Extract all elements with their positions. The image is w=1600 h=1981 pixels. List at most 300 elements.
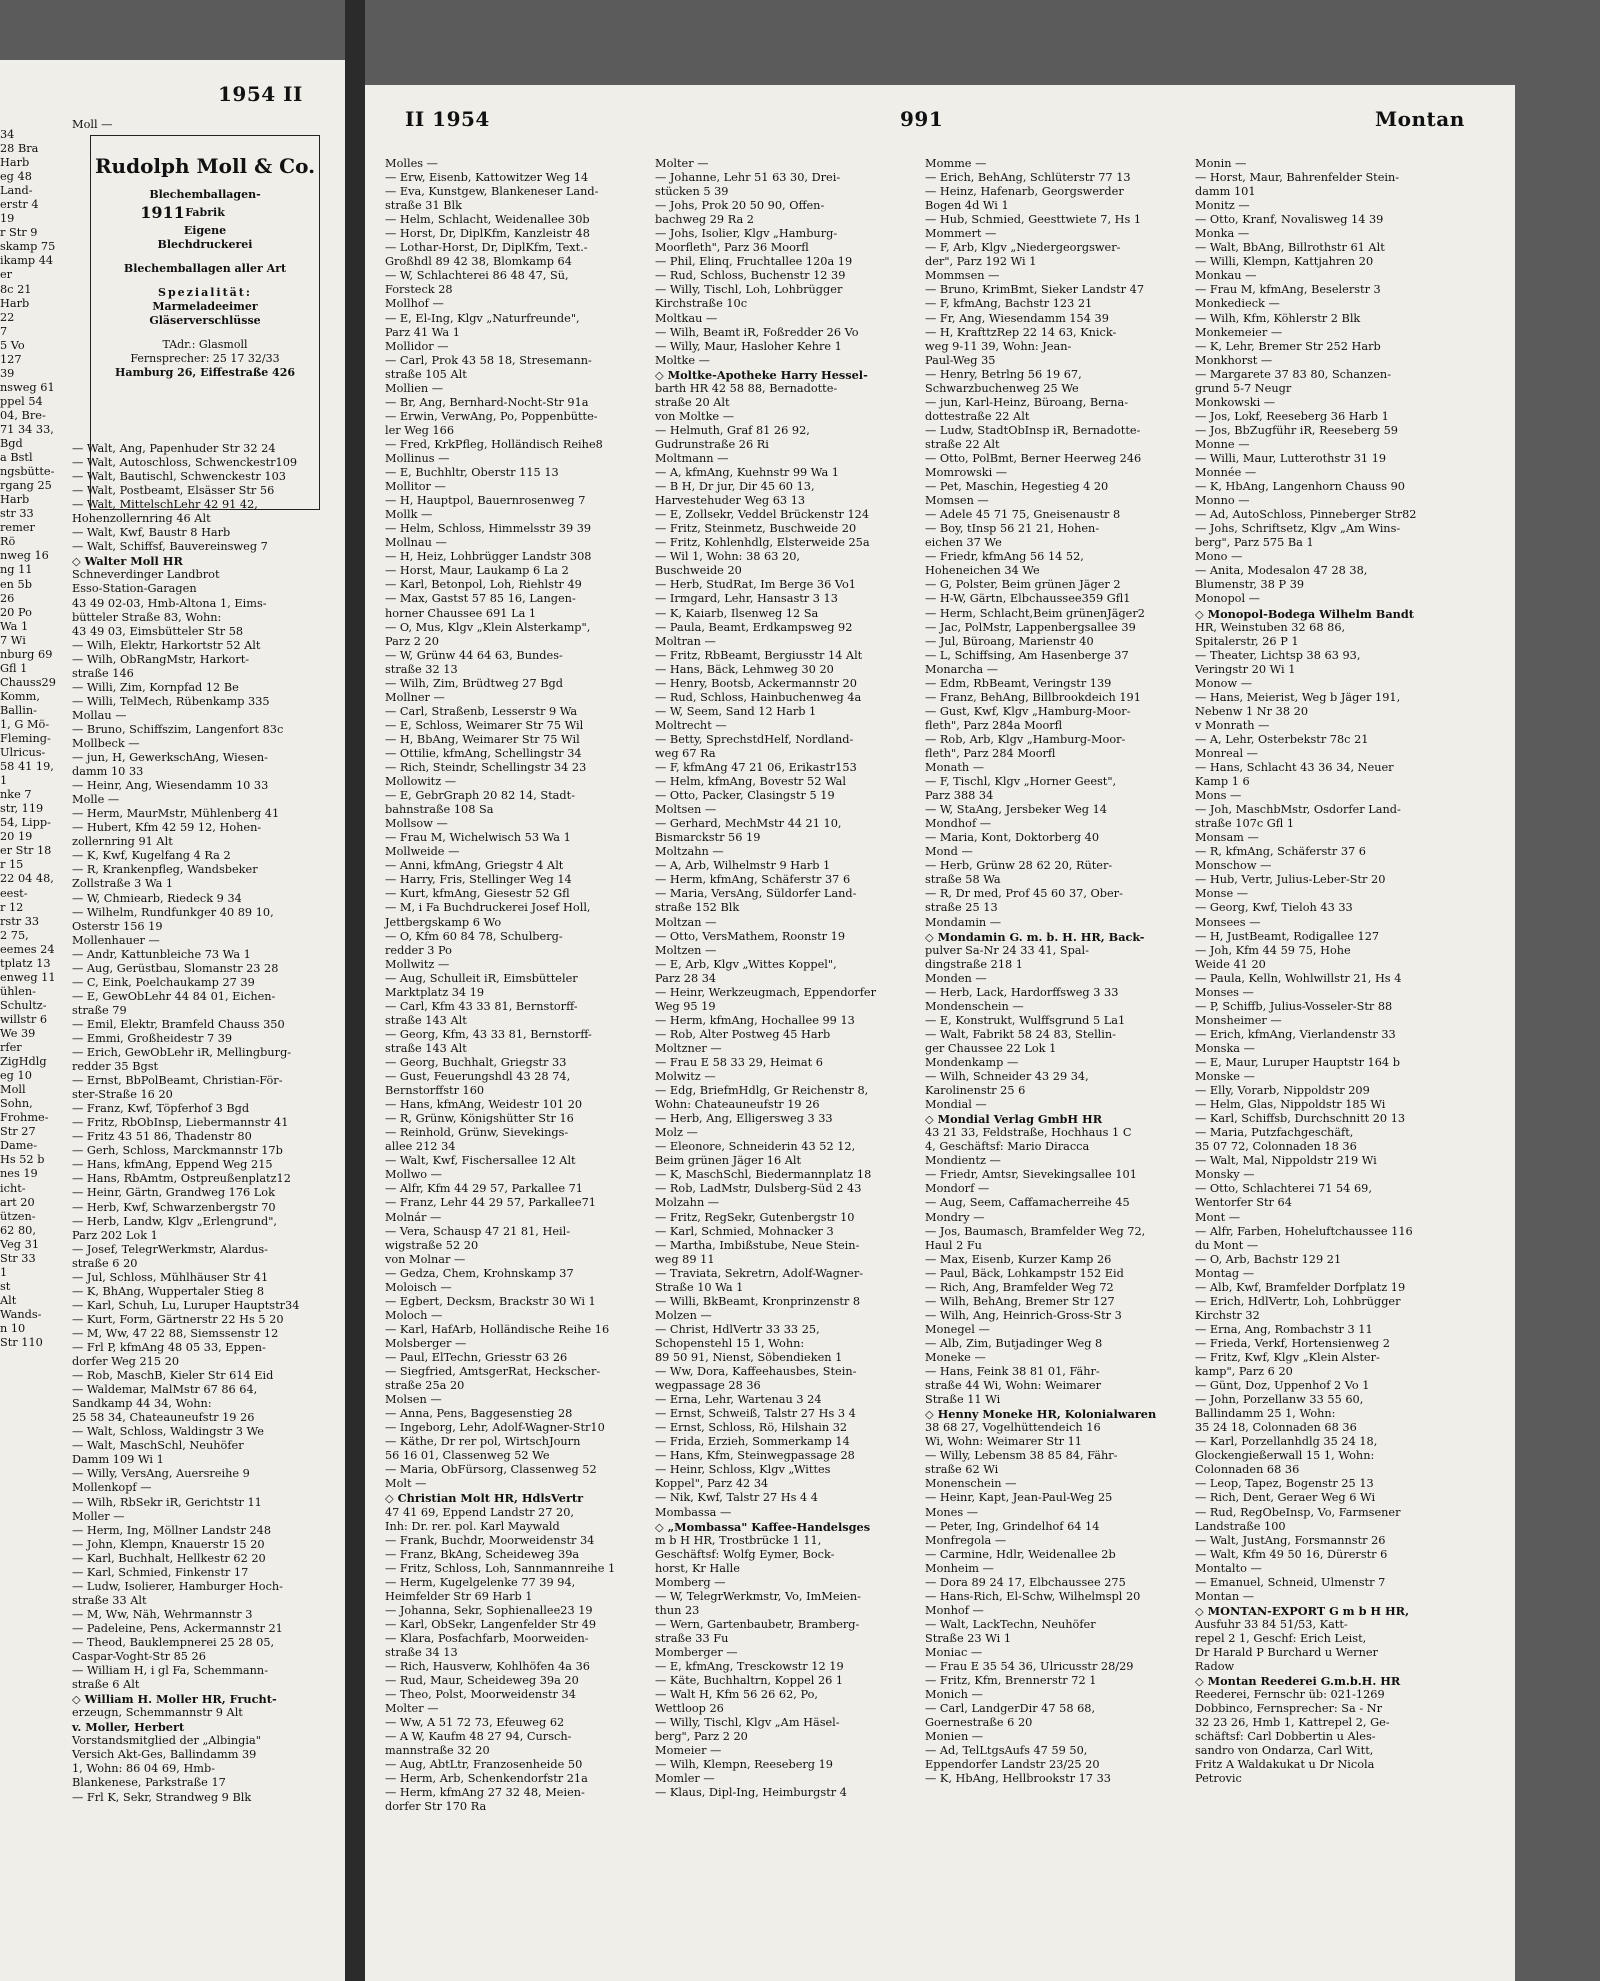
directory-entry: 1, G Mö- — [0, 717, 50, 731]
directory-entry: — Herm, Arb, Schenkendorfstr 21a — [385, 1772, 588, 1786]
directory-entry: — Paula, Beamt, Erdkampsweg 92 — [655, 620, 853, 634]
directory-entry: — E, Maur, Luruper Hauptstr 164 b — [1195, 1056, 1400, 1069]
surname-heading: Monsky — — [1195, 1168, 1255, 1182]
directory-entry: — Franz, Kwf, Töpferhof 3 Bgd — [72, 1102, 250, 1116]
directory-entry: straße 62 Wi — [925, 1463, 999, 1477]
directory-entry: Str 27 — [0, 1125, 36, 1139]
directory-entry: — Karl, Porzellanhdlg 35 24 18, — [1195, 1435, 1378, 1449]
directory-entry: m b H HR, Trostbrücke 1 11, — [655, 1533, 822, 1547]
ad-line: Gläserverschlüsse — [149, 314, 261, 327]
directory-entry: ZigHdlg — [0, 1055, 47, 1069]
surname-heading: Molt — — [385, 1477, 427, 1491]
directory-entry: — Wilh, RbSekr iR, Gerichtstr 11 — [72, 1495, 262, 1509]
directory-column-2 — [655, 157, 917, 1800]
directory-entry: Geschäftsf: Wolfg Eymer, Bock- — [655, 1547, 835, 1561]
directory-entry: — Johs, Prok 20 50 90, Offen- — [655, 199, 825, 213]
directory-entry: — Reinhold, Grünw, Sievekings- — [385, 1126, 569, 1140]
directory-entry: — Henry, Bootsb, Ackermannstr 20 — [655, 676, 857, 690]
directory-entry: — Carl, Prok 43 58 18, Stresemann- — [385, 353, 592, 367]
surname-heading: Mollk — — [385, 508, 433, 522]
surname-heading: Monarcha — — [925, 662, 999, 676]
directory-entry: — Gedza, Chem, Krohnskamp 37 — [385, 1266, 574, 1280]
surname-heading: Monnée — — [1195, 466, 1257, 480]
directory-entry: — Emmi, Großheidestr 7 39 — [72, 1031, 233, 1045]
directory-entry: Frohme- — [0, 1111, 49, 1125]
surname-heading: Monow — — [1195, 676, 1253, 690]
directory-entry: Straße 11 Wi — [925, 1393, 1001, 1407]
directory-entry: — Karl, Schmied, Mohnacker 3 — [655, 1224, 834, 1238]
directory-entry: — Br, Ang, Bernhard-Nocht-Str 91a — [385, 395, 589, 409]
directory-entry: 22 — [0, 310, 15, 324]
surname-heading: Moltrecht — — [655, 718, 727, 732]
directory-entry: — Kurt, kfmAng, Giesestr 52 Gfl — [385, 887, 570, 901]
directory-entry: Parz 202 Lok 1 — [72, 1228, 158, 1242]
directory-entry: ikamp 44 — [0, 254, 54, 268]
directory-entry: Damm 109 Wi 1 — [72, 1453, 164, 1467]
directory-entry: — H, Hauptpol, Bauernrosenweg 7 — [385, 494, 586, 508]
directory-entry: Beim grünen Jäger 16 Alt — [655, 1154, 802, 1168]
directory-entry: — Walt, Schloss, Waldingstr 3 We — [72, 1425, 264, 1439]
directory-entry: ◇ Mondamin G. m. b. H. HR, Back- — [925, 929, 1145, 944]
directory-entry: — Walt, Kwf, Baustr 8 Harb — [72, 526, 231, 540]
directory-entry: — Käte, Buchhaltrn, Koppel 26 1 — [655, 1674, 844, 1688]
directory-entry: — Frl K, Sekr, Strandweg 9 Blk — [72, 1790, 252, 1804]
directory-entry: Schwarzbuchenweg 25 We — [925, 381, 1079, 395]
directory-entry: horner Chaussee 691 La 1 — [385, 606, 537, 620]
directory-entry: — Franz, BehAng, Billbrookdeich 191 — [925, 690, 1141, 704]
directory-entry: Str 33 — [0, 1251, 36, 1265]
directory-entry: — R, Grünw, Königshütter Str 16 — [385, 1112, 574, 1126]
moll-heading — [72, 118, 132, 132]
surname-heading: Moltmann — — [655, 451, 729, 465]
directory-entry: — Ww, Dora, Kaffeehausbes, Stein- — [655, 1365, 857, 1379]
surname-heading: Mollbeck — — [72, 736, 140, 750]
directory-entry: — Franz, BkAng, Scheideweg 39a — [385, 1547, 580, 1561]
directory-entry: Paul-Weg 35 — [925, 353, 996, 367]
surname-heading: Mollidor — — [385, 339, 449, 353]
directory-entry: — Emanuel, Schneid, Ulmenstr 7 — [1195, 1575, 1386, 1589]
directory-entry: allee 212 34 — [385, 1140, 456, 1154]
directory-entry: weg 67 Ra — [655, 746, 716, 760]
directory-entry: tplatz 13 — [0, 956, 51, 970]
directory-entry: straße 152 Blk — [655, 901, 740, 915]
directory-entry: — E, GebrGraph 20 82 14, Stadt- — [385, 789, 576, 803]
surname-heading: Monkedieck — — [1195, 297, 1280, 311]
directory-entry: grund 5-7 Neugr — [1195, 381, 1292, 395]
directory-entry: — Günt, Doz, Uppenhof 2 Vo 1 — [1195, 1379, 1370, 1393]
directory-entry: — Friedr, kfmAng 56 14 52, — [925, 550, 1084, 564]
directory-entry: ◇ „Mombassa" Kaffee-Handelsges — [655, 1519, 871, 1534]
directory-entry: — Heinz, Hafenarb, Georgswerder — [925, 185, 1124, 199]
directory-entry: — Walt, Ang, Papenhuder Str 32 24 — [72, 442, 276, 455]
directory-entry: 43 21 33, Feldstraße, Hochhaus 1 C — [925, 1126, 1132, 1140]
directory-entry: ler Weg 166 — [385, 423, 455, 437]
directory-entry: — A W, Kaufm 48 27 94, Cursch- — [385, 1730, 572, 1744]
directory-entry: — Walt, Autoschloss, Schwenckestr109 — [72, 456, 298, 470]
directory-entry: — Anni, kfmAng, Griegstr 4 Alt — [385, 859, 564, 873]
surname-heading: Molz — — [655, 1126, 698, 1140]
directory-entry: — Nik, Kwf, Talstr 27 Hs 4 4 — [655, 1491, 818, 1505]
directory-entry: nburg 69 — [0, 647, 53, 661]
directory-entry: Ulricus- — [0, 746, 46, 760]
directory-entry: Osterstr 156 19 — [72, 919, 163, 933]
directory-entry: berg", Parz 575 Ba 1 — [1195, 536, 1314, 550]
directory-entry: — Josef, TelegrWerkmstr, Alardus- — [72, 1242, 268, 1256]
directory-entry: — Rob, LadMstr, Dulsberg-Süd 2 43 — [655, 1182, 862, 1196]
directory-entry: — Eva, Kunstgew, Blankeneser Land- — [385, 185, 599, 199]
directory-entry: straße 33 Alt — [72, 1593, 147, 1607]
directory-entry: — H, KrafttzRep 22 14 63, Knick- — [925, 325, 1117, 339]
surname-heading: Monden — — [925, 971, 987, 985]
directory-entry: st — [0, 1279, 11, 1293]
directory-entry: — Max, Eisenb, Kurzer Kamp 26 — [925, 1252, 1112, 1266]
directory-entry: — Ottilie, kfmAng, Schellingstr 34 — [385, 746, 582, 760]
ad-line: Fabrik — [185, 206, 225, 219]
surname-heading: Mollowitz — — [385, 775, 457, 789]
directory-entry: — Carl, LandgerDir 47 58 68, — [925, 1702, 1096, 1716]
directory-entry: — O, Arb, Bachstr 129 21 — [1195, 1252, 1342, 1266]
directory-entry: — Anita, Modesalon 47 28 38, — [1195, 564, 1368, 578]
directory-entry: — Willi, BkBeamt, Kronprinzenstr 8 — [655, 1294, 861, 1308]
surname-heading: Moltran — — [655, 634, 716, 648]
directory-entry: der", Parz 192 Wi 1 — [925, 255, 1037, 269]
directory-entry: Weg 95 19 — [655, 999, 716, 1013]
surname-heading: Monitz — — [1195, 199, 1250, 213]
directory-entry: — Dora 89 24 17, Elbchaussee 275 — [925, 1575, 1126, 1589]
directory-entry: — Johs, Schriftsetz, Klgv „Am Wins- — [1195, 522, 1401, 536]
ad-line: Hamburg 26, Eiffestraße 426 — [114, 366, 296, 379]
directory-entry: — R, kfmAng, Schäferstr 37 6 — [1195, 845, 1366, 859]
directory-entry: — Karl, Buchhalt, Hellkestr 62 20 — [72, 1551, 266, 1565]
directory-entry: Blumenstr, 38 P 39 — [1195, 578, 1305, 592]
directory-entry: Sohn, — [0, 1097, 33, 1111]
directory-entry: Ballindamm 25 1, Wohn: — [1195, 1407, 1336, 1421]
directory-entry: 1 — [0, 1265, 8, 1279]
surname-heading: Momberg — — [655, 1575, 726, 1589]
directory-entry: wegpassage 28 36 — [655, 1379, 761, 1393]
surname-heading: Momrowski — — [925, 466, 1008, 480]
directory-entry: — jun, Karl-Heinz, Büroang, Berna- — [925, 395, 1129, 409]
directory-entry: 62 80, — [0, 1223, 36, 1237]
directory-entry: — Boy, tInsp 56 21 21, Hohen- — [925, 522, 1100, 536]
directory-entry: — W, Grünw 44 64 63, Bundes- — [385, 648, 563, 662]
directory-entry: — Erich, BehAng, Schlüterstr 77 13 — [925, 171, 1131, 185]
directory-entry: — Frau M, kfmAng, Beselerstr 3 — [1195, 283, 1381, 297]
directory-entry: — Otto, PolBmt, Berner Heerweg 246 — [925, 451, 1142, 465]
surname-heading: Molter — — [655, 157, 709, 170]
directory-entry: icht- — [0, 1181, 26, 1195]
directory-entry: skamp 75 — [0, 240, 56, 254]
surname-heading: Moloisch — — [385, 1280, 452, 1294]
directory-entry: — Walt, BbAng, Billrothstr 61 Alt — [1195, 241, 1385, 255]
directory-entry: — A, Arb, Wilhelmstr 9 Harb 1 — [655, 859, 831, 873]
directory-entry: — Joh, MaschbMstr, Osdorfer Land- — [1195, 803, 1401, 817]
directory-entry: — Paul, ElTechn, Griesstr 63 26 — [385, 1350, 568, 1364]
directory-entry: — Jos, BbZugführ iR, Reeseberg 59 — [1195, 423, 1398, 437]
directory-entry: — Otto, Schlachterei 71 54 69, — [1195, 1182, 1372, 1196]
page-number: 991 — [900, 107, 944, 131]
surname-heading: Monno — — [1195, 494, 1250, 508]
directory-entry: — Rich, Dent, Geraer Weg 6 Wi — [1195, 1491, 1376, 1505]
directory-entry: — Aug, Gerüstbau, Slomanstr 23 28 — [72, 961, 279, 975]
directory-entry: — Alfr, Farben, Hoheluftchaussee 116 — [1195, 1224, 1413, 1238]
directory-entry: Moll — [0, 1083, 26, 1097]
directory-column-1 — [385, 157, 647, 1815]
directory-entry: — K, Lehr, Bremer Str 252 Harb — [1195, 339, 1381, 353]
directory-entry: Sandkamp 44 34, Wohn: — [72, 1397, 212, 1411]
directory-entry: — Betty, SprechstdHelf, Nordland- — [655, 732, 854, 746]
directory-entry: — Wilh, Kfm, Köhlerstr 2 Blk — [1195, 311, 1361, 325]
directory-entry: — Heinr, Kapt, Jean-Paul-Weg 25 — [925, 1491, 1113, 1505]
directory-entry: dingstraße 218 1 — [925, 957, 1023, 971]
directory-entry: — Frau E 35 54 36, Ulricusstr 28/29 — [925, 1660, 1134, 1674]
left-margin-fragments — [0, 128, 56, 1350]
directory-entry: Parz 28 34 — [655, 971, 717, 985]
directory-entry: Kirchstr 32 — [1195, 1308, 1260, 1322]
surname-heading: du Mont — — [1195, 1238, 1259, 1252]
directory-entry: ppel 54 — [0, 394, 43, 408]
surname-heading: Monschow — — [1195, 859, 1272, 873]
directory-entry: Rö — [0, 535, 16, 549]
surname-heading: Molzen — — [655, 1308, 712, 1322]
surname-heading: Mondorf — — [925, 1182, 990, 1196]
directory-entry: — Herb, Landw, Klgv „Erlengrund", — [72, 1214, 278, 1228]
directory-entry: nes 19 — [0, 1167, 38, 1181]
directory-entry: enweg 11 — [0, 970, 56, 984]
directory-entry: — Alb, Zim, Butjadinger Weg 8 — [925, 1336, 1103, 1350]
surname-heading: Monreal — — [1195, 746, 1258, 760]
directory-entry: — Horst, Dr, DiplKfm, Kanzleistr 48 — [385, 227, 590, 241]
directory-entry: straße 32 13 — [385, 662, 458, 676]
directory-entry: weg 89 11 — [655, 1252, 715, 1266]
directory-entry: — Walt, Postbeamt, Elsässer Str 56 — [72, 484, 275, 498]
directory-entry: — E, El-Ing, Klgv „Naturfreunde", — [385, 311, 580, 325]
directory-entry: 28 Bra — [0, 142, 39, 156]
surname-heading: Mondientz — — [925, 1154, 1001, 1168]
directory-entry: Wettloop 26 — [655, 1702, 724, 1716]
directory-entry: 71 34 33, — [0, 422, 54, 436]
directory-entry: — Kurt, Form, Gärtnerstr 22 Hs 5 20 — [72, 1312, 284, 1326]
directory-entry: zollernring 91 Alt — [72, 835, 173, 849]
directory-entry: r 12 — [0, 900, 24, 914]
directory-entry: — Pet, Maschin, Hegestieg 4 20 — [925, 480, 1109, 494]
surname-heading: Monses — — [1195, 985, 1254, 999]
directory-entry: — Ad, TelLtgsAufs 47 59 50, — [925, 1744, 1088, 1758]
surname-heading: Mollner — — [385, 690, 445, 704]
directory-entry: — Willy, Maur, Hasloher Kehre 1 — [655, 339, 842, 353]
directory-entry: 35 07 72, Colonnaden 18 36 — [1195, 1140, 1357, 1154]
directory-entry: redder 3 Po — [385, 943, 452, 957]
surname-heading: Moltke — — [655, 353, 710, 367]
directory-entry: ster-Straße 16 20 — [72, 1088, 173, 1102]
directory-entry: r Str 9 — [0, 226, 38, 240]
surname-heading: Molsberger — — [385, 1336, 467, 1350]
surname-heading: Monich — — [925, 1688, 983, 1702]
directory-entry: — Ludw, StadtObInsp iR, Bernadotte- — [925, 423, 1141, 437]
directory-entry: — O, Mus, Klgv „Klein Alsterkamp", — [385, 620, 591, 634]
directory-entry: ◇ Christian Molt HR, HdlsVertr — [385, 1491, 584, 1506]
directory-entry: — Maria, ObFürsorg, Classenweg 52 — [385, 1463, 597, 1477]
directory-entry: Heimfelder Str 69 Harb 1 — [385, 1589, 533, 1603]
directory-entry: Koppel", Parz 42 34 — [655, 1477, 769, 1491]
directory-entry: — Maria, Kont, Doktorberg 40 — [925, 831, 1100, 845]
directory-entry: horst, Kr Halle — [655, 1561, 740, 1575]
directory-entry: — Jos, Lokf, Reeseberg 36 Harb 1 — [1195, 409, 1389, 423]
directory-entry: — Fritz, Kwf, Klgv „Klein Alster- — [1195, 1350, 1380, 1364]
directory-entry: — Otto, Kranf, Novalisweg 14 39 — [1195, 213, 1384, 227]
directory-entry: — Wilhelm, Rundfunkger 40 89 10, — [72, 905, 274, 919]
directory-entry: — Hans, kfmAng, Eppend Weg 215 — [72, 1158, 273, 1172]
moll-top-label: Moll — — [72, 118, 113, 131]
directory-entry: — Käthe, Dr rer pol, WirtschJourn — [385, 1435, 581, 1449]
surname-heading: Mondhof — — [925, 817, 992, 831]
directory-entry: — Vera, Schausp 47 21 81, Heil- — [385, 1224, 571, 1238]
directory-entry: — Fritz, Schloss, Loh, Sannmannreihe 1 — [385, 1561, 616, 1575]
directory-entry: — F, kfmAng, Bachstr 123 21 — [925, 297, 1093, 311]
directory-entry: straße 25a 20 — [385, 1379, 465, 1393]
directory-entry: — Karl, HafArb, Holländische Reihe 16 — [385, 1322, 610, 1336]
directory-entry: Wands- — [0, 1307, 42, 1321]
surname-heading: Montag — — [1195, 1266, 1255, 1280]
directory-entry: — Walt, JustAng, Forsmannstr 26 — [1195, 1533, 1386, 1547]
directory-entry: — Karl, Betonpol, Loh, Riehlstr 49 — [385, 578, 582, 592]
directory-entry: — Hubert, Kfm 42 59 12, Hohen- — [72, 821, 262, 835]
surname-heading: Mollweide — — [385, 845, 460, 859]
surname-heading: Mont — — [1195, 1210, 1241, 1224]
directory-entry: Gfl 1 — [0, 661, 28, 675]
directory-entry: — Martha, Imbißstube, Neue Stein- — [655, 1238, 860, 1252]
directory-entry: — Karl, Schuh, Lu, Luruper Hauptstr34 — [72, 1298, 300, 1312]
directory-entry: Parz 2 20 — [385, 634, 439, 648]
surname-heading: Mollhof — — [385, 297, 444, 311]
directory-entry: — Christ, HdlVertr 33 33 25, — [655, 1322, 820, 1336]
directory-entry: — Wern, Gartenbaubetr, Bramberg- — [655, 1617, 860, 1631]
directory-entry: straße 143 Alt — [385, 1013, 467, 1027]
directory-entry: Forsteck 28 — [385, 283, 453, 297]
directory-entry: Bogen 4d Wi 1 — [925, 199, 1009, 213]
surname-heading: Molnár — — [385, 1210, 442, 1224]
directory-entry: — Herm, kfmAng, Schäferstr 37 6 — [655, 873, 851, 887]
ad-line: Blechemballagen aller Art — [123, 262, 287, 275]
directory-entry: — Georg, Kfm, 43 33 81, Bernstorff- — [385, 1027, 592, 1041]
directory-entry: — Paul, Bäck, Lohkampstr 152 Eid — [925, 1266, 1124, 1280]
directory-entry: 4, Geschäftsf: Mario Diracca — [925, 1140, 1090, 1154]
directory-entry: ◇ Monopol-Bodega Wilhelm Bandt — [1195, 606, 1414, 621]
directory-entry: straße 25 13 — [925, 901, 998, 915]
directory-entry: — Herm, MaurMstr, Mühlenberg 41 — [72, 807, 280, 821]
directory-entry: 32 23 26, Hmb 1, Kattrepel 2, Ge- — [1195, 1716, 1390, 1730]
left-page — [0, 60, 345, 1981]
directory-entry: Ballin- — [0, 703, 37, 717]
directory-entry: — Hub, Schmied, Geesttwiete 7, Hs 1 — [925, 213, 1142, 227]
directory-entry: 56 16 01, Classenweg 52 We — [385, 1449, 550, 1463]
surname-heading: Moloch — — [385, 1308, 443, 1322]
directory-entry: — Emil, Elektr, Bramfeld Chauss 350 — [72, 1017, 285, 1031]
directory-entry: Esso-Station-Garagen — [72, 582, 197, 596]
directory-entry: — Adele 45 71 75, Gneisenaustr 8 — [925, 508, 1121, 522]
directory-entry: — K, Kaiarb, Ilsenweg 12 Sa — [655, 606, 819, 620]
directory-entry: ◇ Henny Moneke HR, Kolonialwaren — [925, 1407, 1157, 1422]
directory-entry: — Jul, Schloss, Mühlhäuser Str 41 — [72, 1270, 269, 1284]
directory-entry: — Wilh, BehAng, Bremer Str 127 — [925, 1294, 1115, 1308]
directory-entry: — Erwin, VerwAng, Po, Poppenbütte- — [385, 409, 598, 423]
surname-heading: Mons — — [1195, 789, 1242, 803]
directory-entry: — B H, Dr jur, Dir 45 60 13, — [655, 480, 815, 494]
directory-entry: Land- — [0, 184, 33, 198]
directory-entry: — Walt, LackTechn, Neuhöfer — [925, 1617, 1096, 1631]
directory-entry: — Walt, Kwf, Fischersallee 12 Alt — [385, 1154, 576, 1168]
surname-heading: Monkemeier — — [1195, 325, 1283, 339]
surname-heading: Monkau — — [1195, 269, 1257, 283]
surname-heading: Moltsen — — [655, 803, 717, 817]
directory-entry: 38 68 27, Vogelhüttendeich 16 — [925, 1421, 1101, 1435]
directory-entry: Bgd — [0, 437, 23, 451]
surname-heading: Molzahn — — [655, 1196, 720, 1210]
directory-entry: — Hans-Rich, El-Schw, Wilhelmspl 20 — [925, 1589, 1141, 1603]
directory-entry: — Maria, Putzfachgeschäft, — [1195, 1126, 1354, 1140]
directory-entry: — A, Lehr, Osterbekstr 78c 21 — [1195, 732, 1369, 746]
surname-heading: v Monrath — — [1195, 718, 1270, 732]
directory-entry: — Bruno, Schiffszim, Langenfort 83c — [72, 722, 284, 736]
directory-entry: nweg 16 — [0, 549, 49, 563]
directory-entry: — Jac, PolMstr, Lappenbergsallee 39 — [925, 620, 1136, 634]
directory-entry: Wohn: Chateauneufstr 19 26 — [655, 1098, 820, 1112]
directory-entry: ◇ Walter Moll HR — [72, 554, 183, 569]
surname-heading: Momme — — [925, 157, 987, 170]
directory-entry: — Walt, Kfm 49 50 16, Dürerstr 6 — [1195, 1547, 1388, 1561]
surname-heading: Mondamin — — [925, 915, 1002, 929]
directory-entry: — Wilh, Ang, Heinrich-Gross-Str 3 — [925, 1308, 1122, 1322]
directory-entry: — F, Tischl, Klgv „Horner Geest", — [925, 775, 1117, 789]
directory-entry: wigstraße 52 20 — [385, 1238, 479, 1252]
directory-entry: — Rud, Schloss, Hainbuchenweg 4a — [655, 690, 862, 704]
directory-entry: We 39 — [0, 1027, 36, 1040]
directory-entry: fleth", Parz 284a Moorfl — [925, 718, 1063, 732]
directory-entry: — Carmine, Hdlr, Weidenallee 2b — [925, 1547, 1116, 1561]
directory-entry: — Frieda, Verkf, Hortensienweg 2 — [1195, 1336, 1390, 1350]
directory-entry: fleth", Parz 284 Moorfl — [925, 746, 1056, 760]
directory-entry: — Rob, Alter Postweg 45 Harb — [655, 1027, 831, 1041]
directory-entry: — Ingeborg, Lehr, Adolf-Wagner-Str10 — [385, 1421, 605, 1435]
directory-entry: Radow — [1195, 1660, 1235, 1674]
directory-entry: — Willy, Tischl, Loh, Lohbrügger — [655, 283, 843, 297]
surname-heading: Moltzner — — [655, 1041, 722, 1055]
directory-entry: — Walt, MittelschLehr 42 91 42, — [72, 498, 258, 512]
directory-entry: — Rob, Arb, Klgv „Hamburg-Moor- — [925, 732, 1126, 746]
directory-entry: art 20 — [0, 1195, 35, 1209]
directory-entry: — Karl, Schiffsb, Durchschnitt 20 13 — [1195, 1112, 1406, 1126]
directory-entry: — Klara, Posfachfarb, Moorweiden- — [385, 1631, 589, 1645]
directory-entry: Zollstraße 3 Wa 1 — [72, 877, 174, 891]
directory-entry: — Fritz 43 51 86, Thadenstr 80 — [72, 1130, 252, 1144]
directory-entry: — Wilh, Schneider 43 29 34, — [925, 1070, 1089, 1084]
directory-entry: — G, Polster, Beim grünen Jäger 2 — [925, 578, 1121, 592]
directory-entry: dorfer Weg 215 20 — [72, 1355, 180, 1369]
directory-entry: — Wil 1, Wohn: 38 63 20, — [655, 550, 800, 564]
directory-entry: — Wilh, Klempn, Reeseberg 19 — [655, 1758, 833, 1772]
directory-column-4 — [1195, 157, 1470, 1786]
surname-heading: Moltzan — — [655, 915, 717, 929]
directory-entry: — Horst, Maur, Bahrenfelder Stein- — [1195, 171, 1400, 185]
directory-entry: — Willy, VersAng, Auersreihe 9 — [72, 1467, 250, 1481]
directory-entry: — Gerhard, MechMstr 44 21 10, — [655, 817, 842, 831]
directory-entry: — Padeleine, Pens, Ackermannstr 21 — [72, 1621, 283, 1635]
surname-heading: Monin — — [1195, 157, 1247, 170]
directory-entry: Harb — [0, 296, 30, 310]
directory-entry: — Gust, Feuerungshdl 43 28 74, — [385, 1070, 571, 1084]
directory-entry: Fleming- — [0, 732, 51, 746]
surname-heading: Moltzahn — — [655, 845, 724, 859]
